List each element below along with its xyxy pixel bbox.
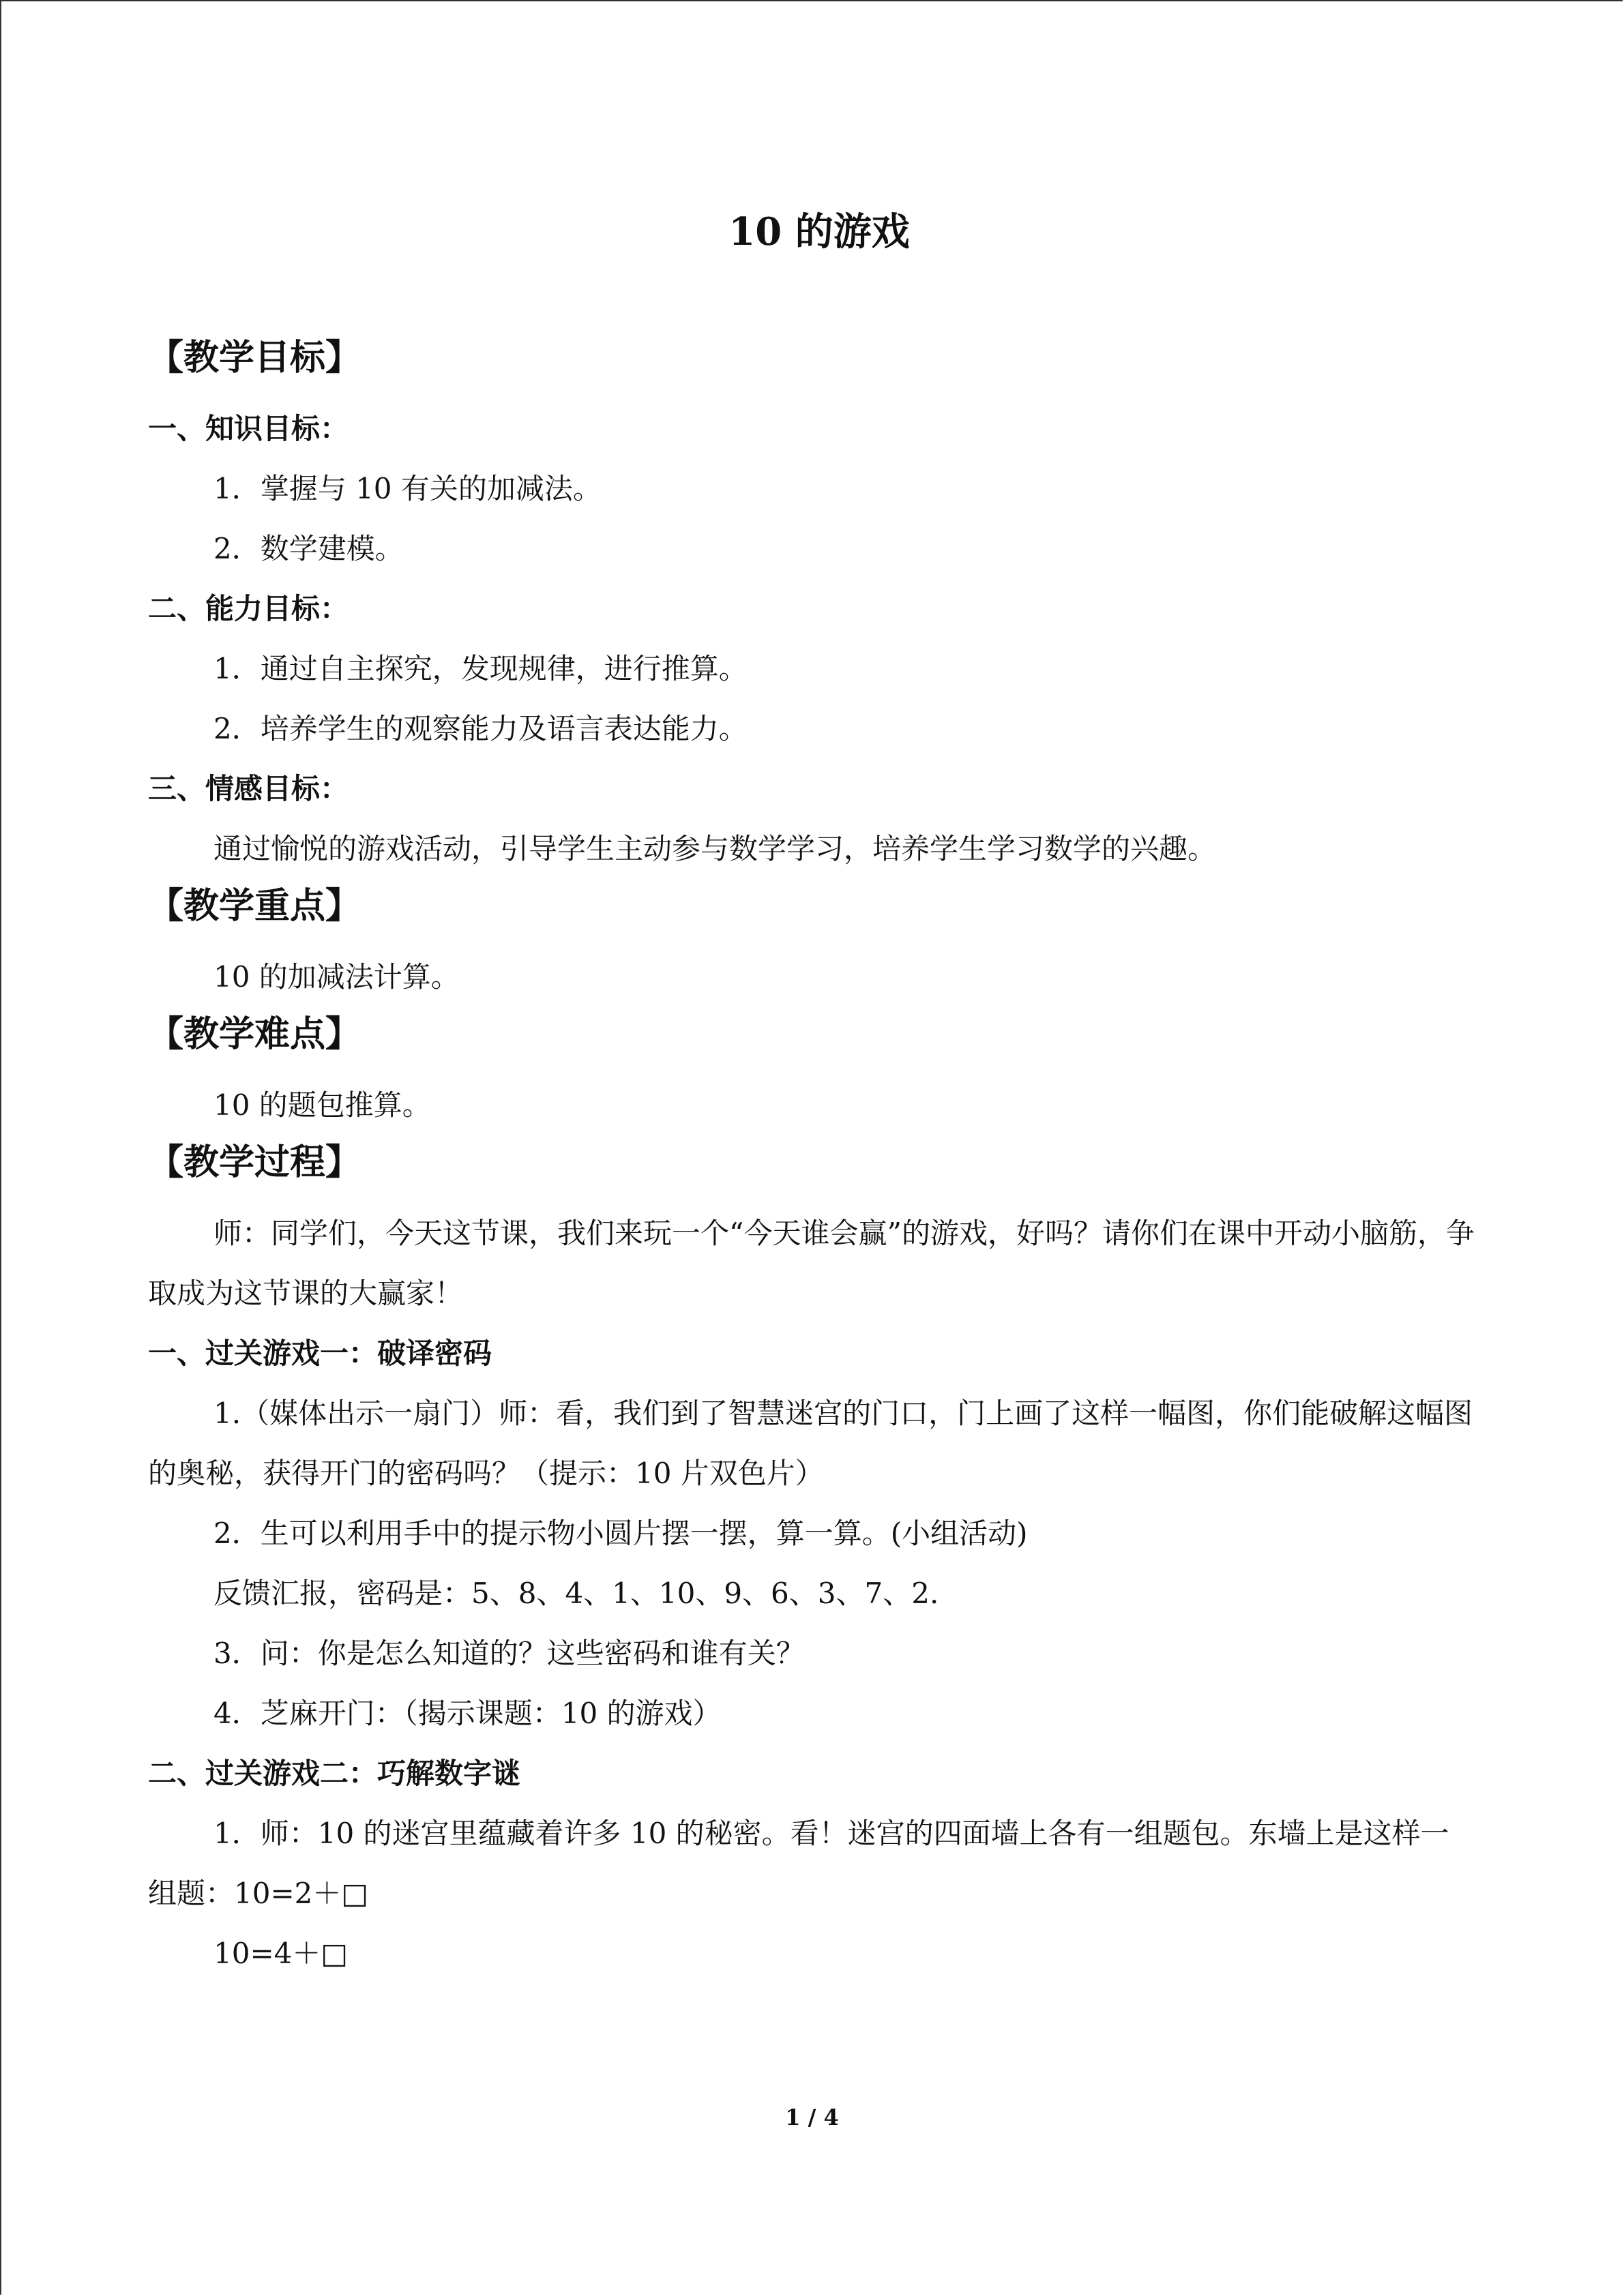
- document-body: [148, 205, 1477, 1984]
- game-1-step-1: 1.（媒体出示一扇门）师：看，我们到了智慧迷宫的门口，门上画了这样一幅图，你们能破解这幅图的奥秘，获得开门的密码吗？（提示：10 片双色片）: [148, 1397, 1473, 1490]
- knowledge-item-2: 2．数学建模。: [213, 532, 404, 565]
- section-heading-key-points: 【教学重点】: [148, 885, 361, 927]
- difficulties-text: 10 的题包推算。: [213, 1088, 431, 1122]
- subheading-emotion: 三、情感目标：: [148, 772, 349, 805]
- game-1-step-2: 2．生可以利用手中的提示物小圆片摆一摆，算一算。(小组活动): [213, 1517, 1028, 1550]
- section-heading-difficulties: 【教学难点】: [148, 1013, 361, 1055]
- game-1-step-3: 3．问：你是怎么知道的？这些密码和谁有关？: [213, 1637, 805, 1670]
- ability-item-2: 2．培养学生的观察能力及语言表达能力。: [213, 712, 748, 745]
- page-number: 1 / 4: [785, 2104, 839, 2130]
- game-1-step-4: 4．芝麻开门：（揭示课题：10 的游戏）: [213, 1697, 722, 1730]
- section-heading-objectives: 【教学目标】: [148, 337, 361, 378]
- subheading-game-1: 一、过关游戏一：破译密码: [148, 1337, 492, 1370]
- game-2-equation: 10=4＋□: [213, 1937, 349, 1970]
- subheading-knowledge: 一、知识目标：: [148, 412, 349, 445]
- section-heading-process: 【教学过程】: [148, 1142, 361, 1183]
- knowledge-item-1: 1．掌握与 10 有关的加减法。: [213, 472, 602, 505]
- key-points-text: 10 的加减法计算。: [213, 960, 460, 994]
- subheading-ability: 二、能力目标：: [148, 592, 349, 625]
- emotion-item-1: 通过愉悦的游戏活动，引导学生主动参与数学学习，培养学生学习数学的兴趣。: [213, 832, 1217, 865]
- game-1-feedback: 反馈汇报，密码是：5、8、4、1、10、9、6、3、7、2.: [213, 1577, 939, 1610]
- ability-item-1: 1．通过自主探究，发现规律，进行推算。: [213, 652, 748, 685]
- doc-title: 10 的游戏: [728, 209, 910, 254]
- game-2-step-1: 1．师：10 的迷宫里蕴藏着许多 10 的秘密。看！迷宫的四面墙上各有一组题包。东墙上是这样一组题：10=2＋□: [148, 1817, 1449, 1910]
- process-intro: 师：同学们，今天这节课，我们来玩一个“今天谁会赢”的游戏，好吗？请你们在课中开动小脑筋，争取成为这节课的大赢家！: [148, 1217, 1475, 1310]
- subheading-game-2: 二、过关游戏二：巧解数字谜: [148, 1757, 521, 1790]
